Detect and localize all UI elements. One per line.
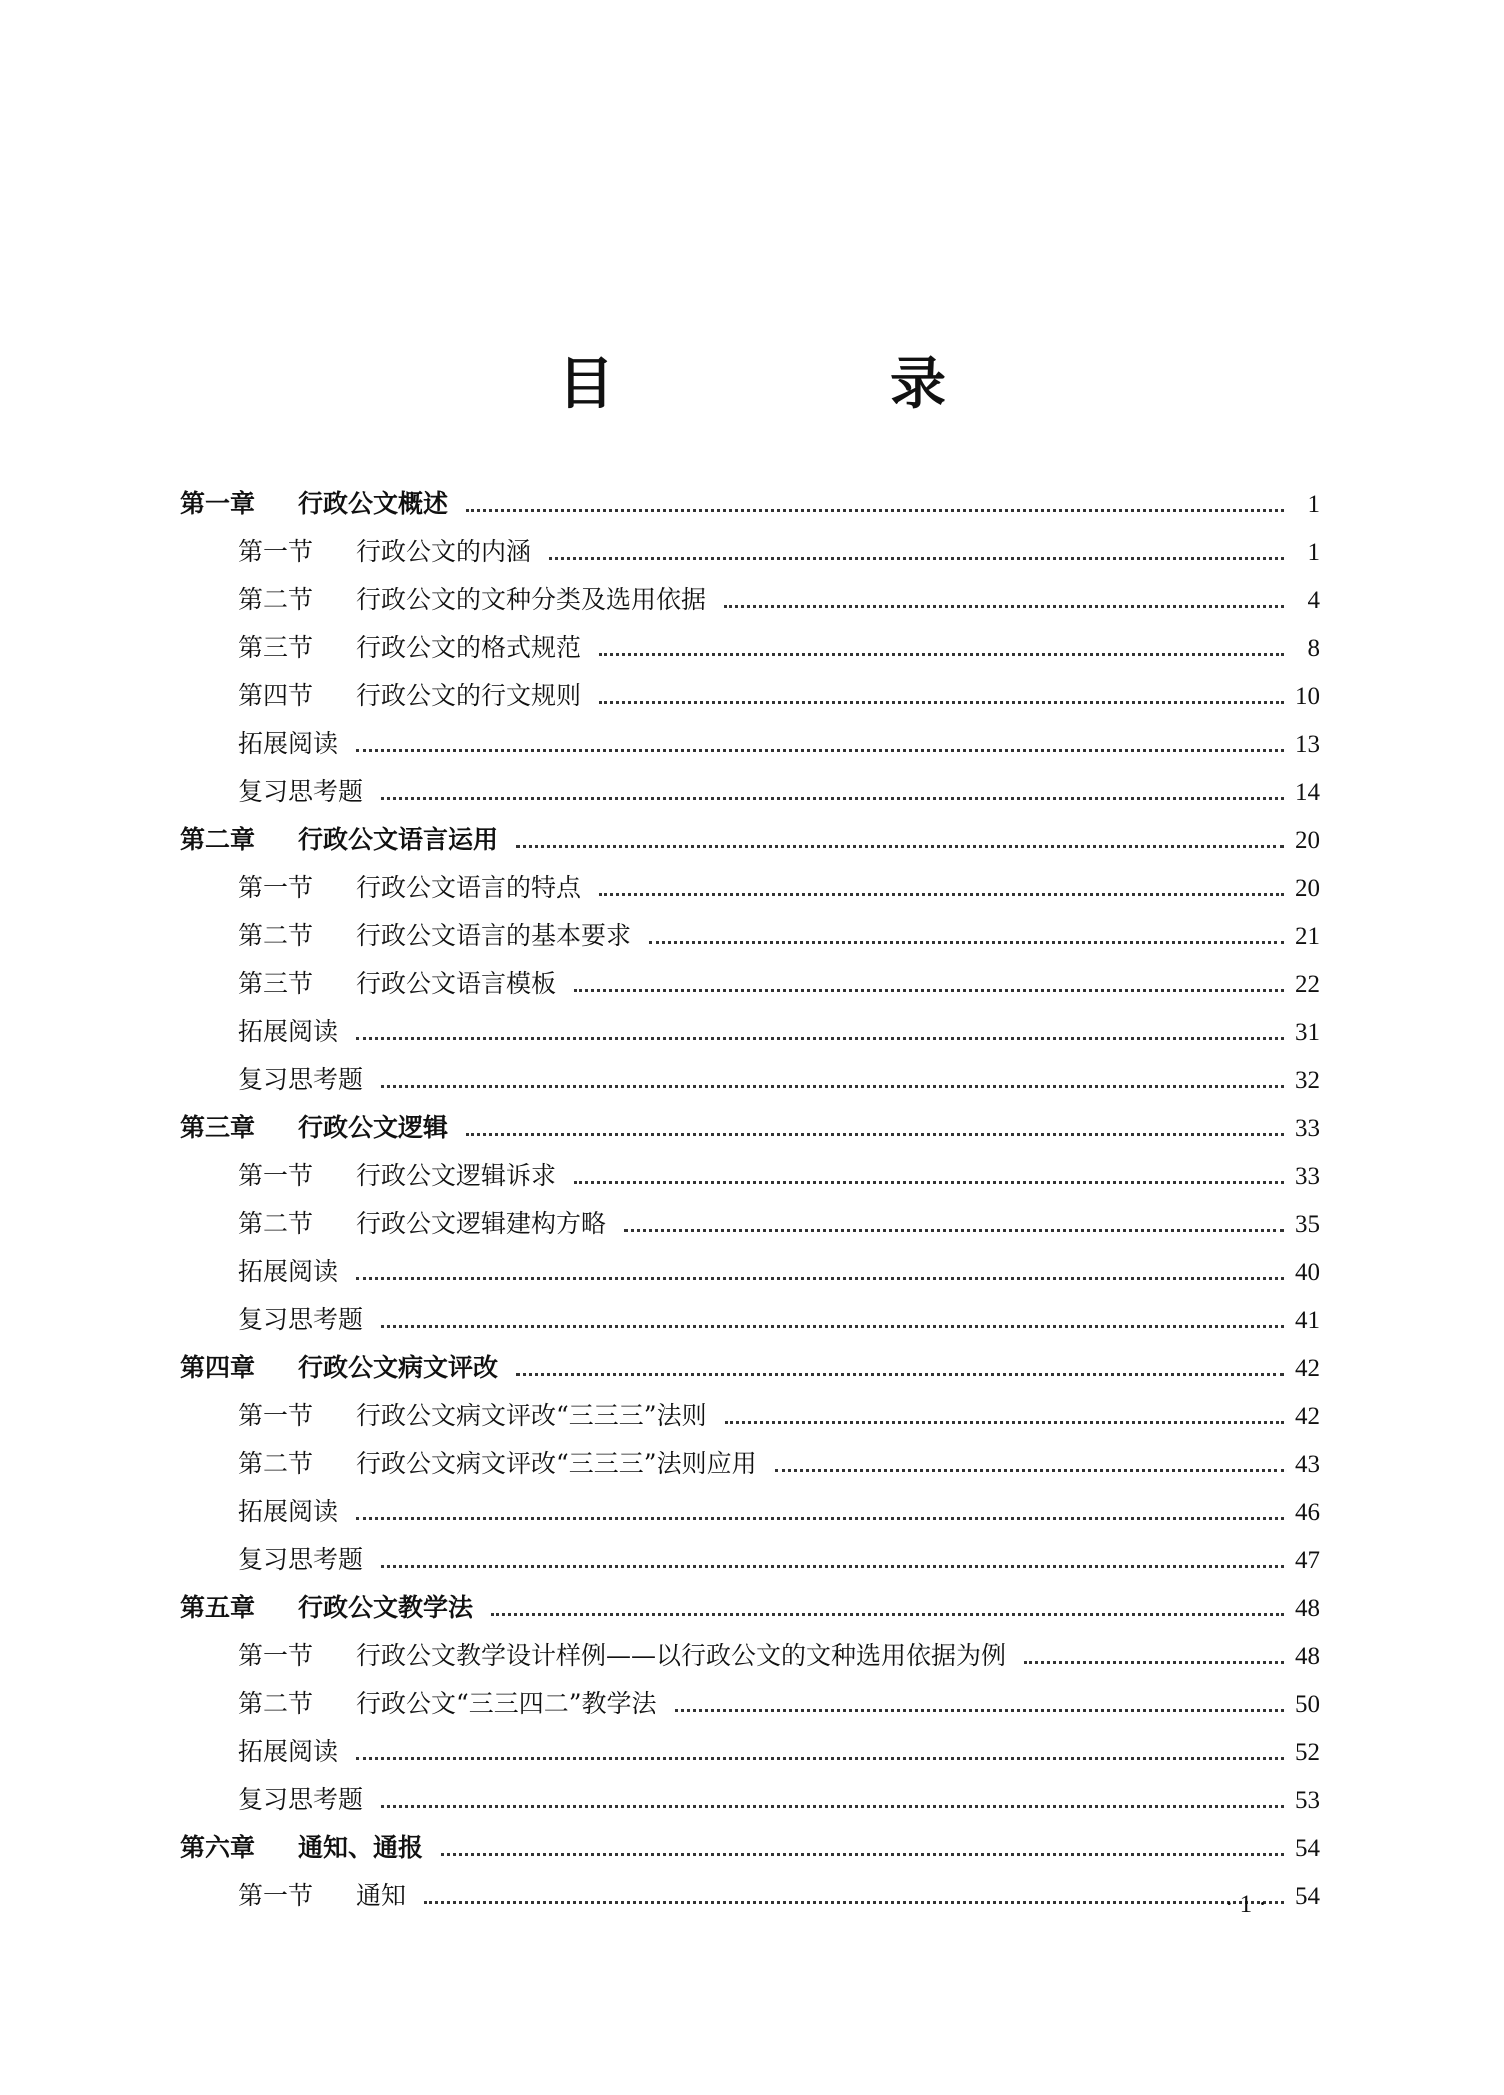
toc-section-entry[interactable] xyxy=(180,1296,1320,1344)
toc-entry-page: 4 xyxy=(1307,587,1320,614)
toc-entry-page: 14 xyxy=(1295,779,1320,806)
toc-entry-title: 拓展阅读 xyxy=(238,1017,339,1046)
toc-entry-label: 第二节 xyxy=(238,1209,314,1238)
toc-section-entry[interactable] xyxy=(180,1776,1320,1824)
toc-entry-label: 第一节 xyxy=(238,1401,314,1430)
toc-entry-title: 行政公文语言模板 xyxy=(356,969,557,998)
toc-entry-title: 行政公文教学法 xyxy=(298,1593,474,1622)
dot-leader xyxy=(381,1083,1284,1088)
toc-entry-label: 第二节 xyxy=(238,1689,314,1718)
toc-entry-label: 第五章 xyxy=(180,1593,256,1622)
toc-chapter-entry[interactable] xyxy=(180,1344,1320,1392)
dot-leader xyxy=(516,843,1284,848)
dot-leader xyxy=(466,1131,1284,1136)
toc-entry-title: 行政公文逻辑诉求 xyxy=(356,1161,557,1190)
toc-entry-title: 行政公文教学设计样例——以行政公文的文种选用依据为例 xyxy=(356,1641,1007,1670)
dot-leader xyxy=(381,795,1284,800)
dot-leader xyxy=(381,1563,1284,1568)
toc-entry-title: 拓展阅读 xyxy=(238,1257,339,1286)
toc-entry-page: 10 xyxy=(1295,683,1320,710)
toc-entry-title: 复习思考题 xyxy=(238,1065,364,1094)
toc-entry-title: 行政公文病文评改“三三三”法则 xyxy=(356,1401,707,1430)
dot-leader xyxy=(725,1419,1284,1424)
toc-entry-title: 行政公文病文评改“三三三”法则应用 xyxy=(356,1449,757,1478)
toc-entry-page: 53 xyxy=(1295,1787,1320,1814)
toc-entry-page: 33 xyxy=(1295,1115,1320,1142)
toc-section-entry[interactable] xyxy=(180,1152,1320,1200)
dot-leader xyxy=(491,1611,1284,1616)
toc-entry-page: 47 xyxy=(1295,1547,1320,1574)
toc-entry-page: 31 xyxy=(1295,1019,1320,1046)
toc-chapter-entry[interactable] xyxy=(180,1824,1320,1872)
toc-entry-title: 拓展阅读 xyxy=(238,1737,339,1766)
dot-leader xyxy=(381,1323,1284,1328)
dot-leader xyxy=(599,891,1284,896)
toc-section-entry[interactable] xyxy=(180,576,1320,624)
toc-section-entry[interactable] xyxy=(180,1008,1320,1056)
toc-section-entry[interactable] xyxy=(180,624,1320,672)
dot-leader xyxy=(356,1515,1284,1520)
toc-section-entry[interactable] xyxy=(180,528,1320,576)
toc-entry-page: 46 xyxy=(1295,1499,1320,1526)
toc-entry-title: 行政公文语言的特点 xyxy=(356,873,582,902)
toc-entry-title: 通知 xyxy=(356,1881,407,1910)
toc-section-entry[interactable] xyxy=(180,912,1320,960)
dot-leader xyxy=(356,1275,1284,1280)
toc-entry-page: 41 xyxy=(1295,1307,1320,1334)
toc-section-entry[interactable] xyxy=(180,864,1320,912)
toc-chapter-entry[interactable] xyxy=(180,816,1320,864)
dot-leader xyxy=(574,1179,1284,1184)
toc-section-entry[interactable] xyxy=(180,1440,1320,1488)
toc-entry-page: 50 xyxy=(1295,1691,1320,1718)
dot-leader xyxy=(1024,1659,1284,1664)
toc-section-entry[interactable] xyxy=(180,1872,1320,1920)
dot-leader xyxy=(724,603,1284,608)
toc-entry-label: 第六章 xyxy=(180,1833,256,1862)
toc-entry-title: 通知、通报 xyxy=(298,1833,424,1862)
toc-entry-label: 第二节 xyxy=(238,585,314,614)
toc-section-entry[interactable] xyxy=(180,1392,1320,1440)
toc-entry-title: 行政公文语言运用 xyxy=(298,825,499,854)
toc-entry-page: 52 xyxy=(1295,1739,1320,1766)
toc-entry-page: 54 xyxy=(1295,1835,1320,1862)
toc-section-entry[interactable] xyxy=(180,720,1320,768)
toc-entry-label: 第二节 xyxy=(238,921,314,950)
toc-section-entry[interactable] xyxy=(180,1200,1320,1248)
toc-entry-page: 40 xyxy=(1295,1259,1320,1286)
toc-chapter-entry[interactable] xyxy=(180,1104,1320,1152)
toc-entry-title: 行政公文的格式规范 xyxy=(356,633,582,662)
toc-chapter-entry[interactable] xyxy=(180,1584,1320,1632)
dot-leader xyxy=(624,1227,1284,1232)
page-number: · 1 · xyxy=(1225,1891,1267,1918)
toc-entry-label: 第三节 xyxy=(238,969,314,998)
dot-leader xyxy=(356,747,1284,752)
toc-entry-page: 48 xyxy=(1295,1643,1320,1670)
toc-entry-page: 13 xyxy=(1295,731,1320,758)
toc-entry-page: 20 xyxy=(1295,827,1320,854)
dot-leader xyxy=(649,939,1284,944)
toc-entry-label: 第一节 xyxy=(238,873,314,902)
toc-entry-title: 复习思考题 xyxy=(238,1785,364,1814)
toc-entry-page: 42 xyxy=(1295,1355,1320,1382)
page-title: 目 录 xyxy=(558,351,1056,417)
toc-entry-title: 复习思考题 xyxy=(238,1305,364,1334)
toc-entry-title: 行政公文的文种分类及选用依据 xyxy=(356,585,707,614)
toc-entry-label: 第二章 xyxy=(180,825,256,854)
toc-section-entry[interactable] xyxy=(180,672,1320,720)
dot-leader xyxy=(424,1899,1284,1904)
toc-entry-title: 行政公文病文评改 xyxy=(298,1353,499,1382)
dot-leader xyxy=(549,555,1284,560)
toc-entry-title: 行政公文逻辑 xyxy=(298,1113,449,1142)
toc-entry-label: 第四章 xyxy=(180,1353,256,1382)
dot-leader xyxy=(381,1803,1284,1808)
toc-entry-title: 行政公文逻辑建构方略 xyxy=(356,1209,607,1238)
toc-entry-page: 33 xyxy=(1295,1163,1320,1190)
toc-entry-page: 32 xyxy=(1295,1067,1320,1094)
toc-entry-title: 拓展阅读 xyxy=(238,1497,339,1526)
toc-entry-label: 第一节 xyxy=(238,1641,314,1670)
toc-entry-label: 第一节 xyxy=(238,537,314,566)
toc-section-entry[interactable] xyxy=(180,1536,1320,1584)
dot-leader xyxy=(441,1851,1284,1856)
toc-entry-title: 拓展阅读 xyxy=(238,729,339,758)
toc-entry-page: 1 xyxy=(1307,491,1320,518)
toc-entry-page: 35 xyxy=(1295,1211,1320,1238)
toc-section-entry[interactable] xyxy=(180,1728,1320,1776)
dot-leader xyxy=(516,1371,1284,1376)
toc-section-entry[interactable] xyxy=(180,1632,1320,1680)
toc-entry-label: 第一节 xyxy=(238,1881,314,1910)
toc-chapter-entry[interactable] xyxy=(180,480,1320,528)
dot-leader xyxy=(599,699,1284,704)
toc-entry-page: 54 xyxy=(1295,1883,1320,1910)
toc-entry-title: 复习思考题 xyxy=(238,777,364,806)
toc-entry-page: 20 xyxy=(1295,875,1320,902)
toc-section-entry[interactable] xyxy=(180,768,1320,816)
toc-entry-page: 1 xyxy=(1307,539,1320,566)
dot-leader xyxy=(466,507,1284,512)
toc-section-entry[interactable] xyxy=(180,1056,1320,1104)
toc-entry-label: 第二节 xyxy=(238,1449,314,1478)
toc-entry-title: 复习思考题 xyxy=(238,1545,364,1574)
toc-entry-page: 42 xyxy=(1295,1403,1320,1430)
dot-leader xyxy=(356,1755,1284,1760)
toc-section-entry[interactable] xyxy=(180,1680,1320,1728)
toc-entry-page: 8 xyxy=(1307,635,1320,662)
dot-leader xyxy=(599,651,1284,656)
dot-leader xyxy=(356,1035,1284,1040)
toc-entry-label: 第一节 xyxy=(238,1161,314,1190)
toc-section-entry[interactable] xyxy=(180,1248,1320,1296)
toc-section-entry[interactable] xyxy=(180,960,1320,1008)
toc-entry-label: 第四节 xyxy=(238,681,314,710)
toc-section-entry[interactable] xyxy=(180,1488,1320,1536)
table-of-contents xyxy=(180,480,1320,1920)
toc-entry-label: 第三节 xyxy=(238,633,314,662)
toc-entry-title: 行政公文“三三四二”教学法 xyxy=(356,1689,657,1718)
toc-entry-page: 21 xyxy=(1295,923,1320,950)
toc-entry-title: 行政公文的行文规则 xyxy=(356,681,582,710)
toc-entry-label: 第三章 xyxy=(180,1113,256,1142)
toc-entry-page: 48 xyxy=(1295,1595,1320,1622)
toc-entry-page: 43 xyxy=(1295,1451,1320,1478)
toc-entry-title: 行政公文概述 xyxy=(298,489,449,518)
toc-entry-page: 22 xyxy=(1295,971,1320,998)
toc-entry-title: 行政公文语言的基本要求 xyxy=(356,921,632,950)
toc-entry-label: 第一章 xyxy=(180,489,256,518)
toc-entry-title: 行政公文的内涵 xyxy=(356,537,532,566)
dot-leader xyxy=(775,1467,1284,1472)
dot-leader xyxy=(675,1707,1284,1712)
dot-leader xyxy=(574,987,1284,992)
